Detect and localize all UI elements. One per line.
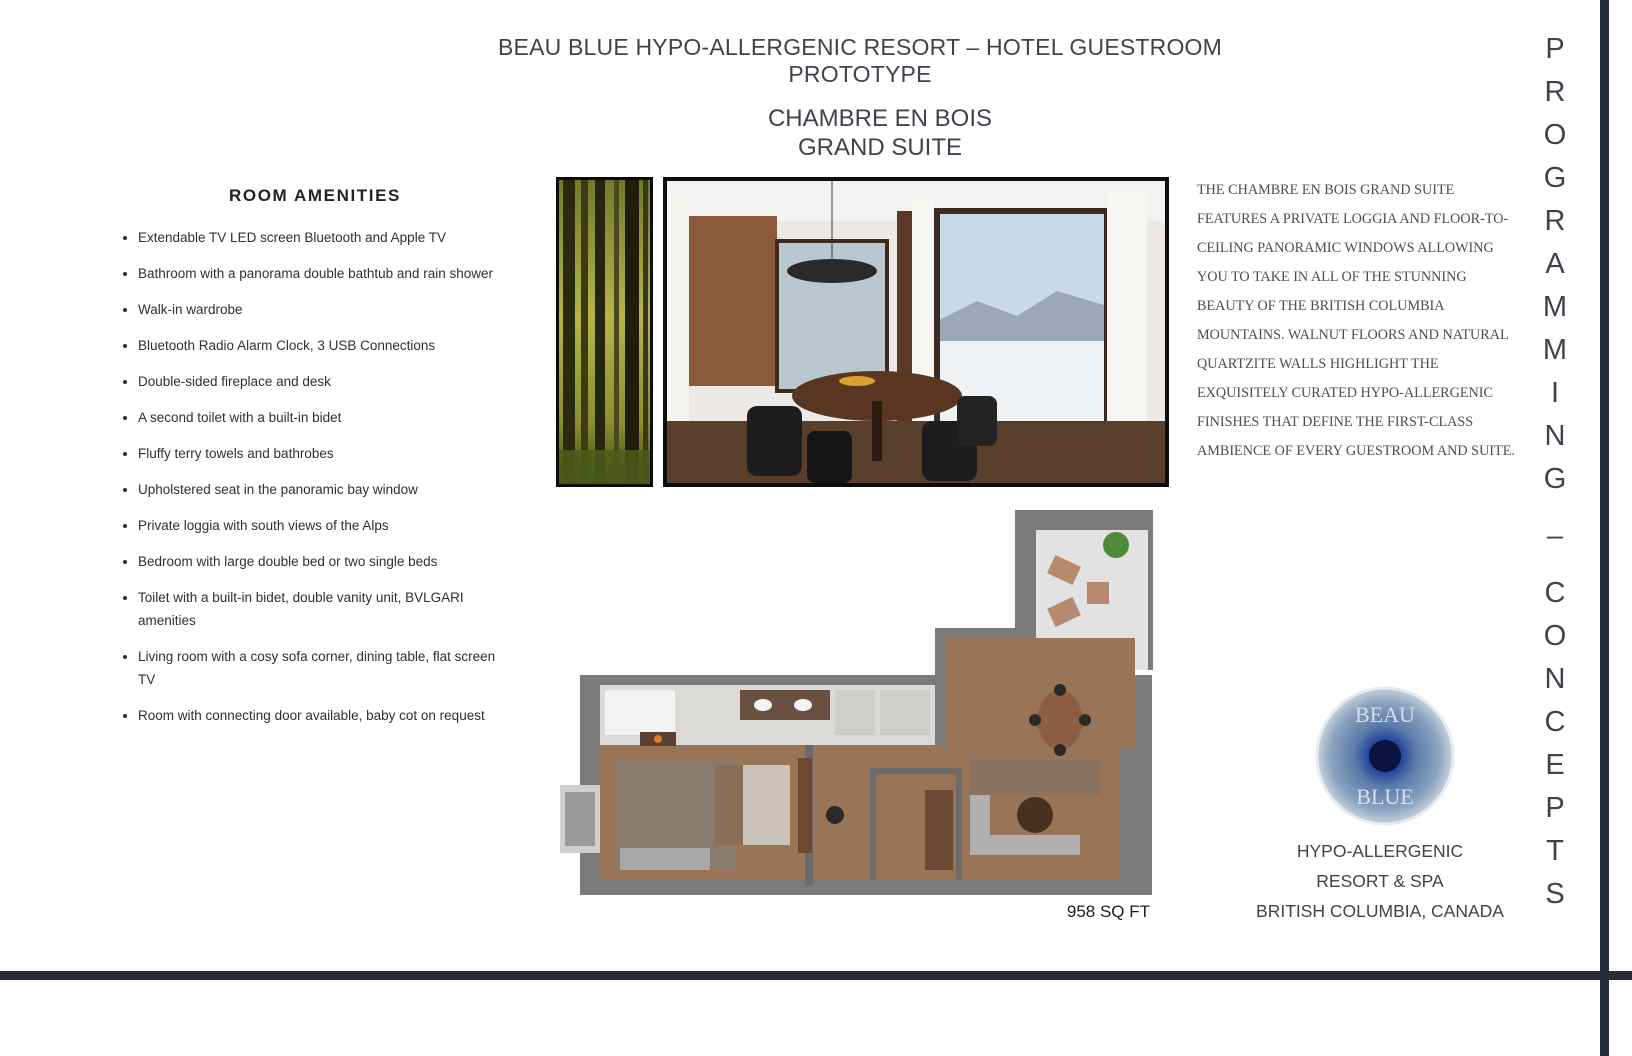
floor-plan bbox=[560, 510, 1154, 898]
amenity-item: • Private loggia with south views of the Alps bbox=[138, 514, 508, 537]
suite-title bbox=[700, 104, 1060, 162]
side-letter: N bbox=[1544, 663, 1566, 695]
amenity-item: • Bedroom with large double bed or two single beds bbox=[138, 550, 508, 573]
eye-logo-icon bbox=[1315, 686, 1455, 826]
side-letter: N bbox=[1544, 420, 1566, 452]
amenity-item: • Extendable TV LED screen Bluetooth and Apple TV bbox=[138, 226, 508, 249]
resort-address bbox=[1230, 836, 1530, 926]
side-letter: M bbox=[1542, 334, 1568, 366]
amenity-item: • Bluetooth Radio Alarm Clock, 3 USB Connections bbox=[138, 334, 508, 357]
side-letter: O bbox=[1543, 119, 1567, 151]
amenity-item: • Fluffy terry towels and bathrobes bbox=[138, 442, 508, 465]
side-letter: G bbox=[1543, 463, 1567, 495]
forest-image bbox=[556, 177, 653, 487]
resort-line1: HYPO-ALLERGENIC bbox=[1296, 841, 1464, 861]
side-letter: T bbox=[1546, 835, 1564, 867]
suite-title-line2: GRAND SUITE bbox=[797, 134, 962, 161]
floor-plan-drawing bbox=[560, 510, 1154, 898]
amenity-item: • A second toilet with a built-in bidet bbox=[138, 406, 508, 429]
amenity-item: • Upholstered seat in the panoramic bay window bbox=[138, 478, 508, 501]
side-letter: P bbox=[1545, 33, 1565, 65]
side-letter: P bbox=[1545, 792, 1565, 824]
side-letter: O bbox=[1543, 620, 1567, 652]
resort-line2: RESORT & SPA bbox=[1316, 871, 1444, 891]
programming-concepts-vertical-label bbox=[1535, 28, 1575, 916]
floor-area-label: 958 SQ FT bbox=[1066, 902, 1150, 921]
amenity-item: • Double-sided fireplace and desk bbox=[138, 370, 508, 393]
amenity-item: • Walk-in wardrobe bbox=[138, 298, 508, 321]
suite-title-line1: CHAMBRE EN BOIS bbox=[767, 105, 993, 132]
side-letter: R bbox=[1544, 205, 1566, 237]
logo-text-top: BEAU bbox=[1355, 702, 1415, 727]
amenities-heading: ROOM AMENITIES bbox=[229, 186, 401, 205]
side-letter: R bbox=[1544, 76, 1566, 108]
resort-line3: BRITISH COLUMBIA, CANADA bbox=[1256, 901, 1504, 921]
amenities-list bbox=[120, 226, 508, 740]
amenity-item: • Toilet with a built-in bidet, double vanity unit, BVLGARI amenities bbox=[138, 586, 508, 632]
side-letter: I bbox=[1550, 377, 1560, 409]
suite-interior-photo bbox=[663, 177, 1169, 487]
side-letter: C bbox=[1544, 577, 1566, 609]
side-letter: S bbox=[1545, 878, 1565, 910]
right-frame-bar bbox=[1600, 0, 1609, 1056]
forest-illustration bbox=[559, 180, 650, 484]
interior-illustration bbox=[667, 181, 1165, 483]
amenity-item: • Room with connecting door available, baby cot on request bbox=[138, 704, 508, 727]
beau-blue-logo bbox=[1315, 686, 1455, 826]
side-letter: M bbox=[1542, 291, 1568, 323]
side-letter: C bbox=[1544, 706, 1566, 738]
suite-description: THE CHAMBRE EN BOIS GRAND SUITE FEATURES A PRIVATE LOGGIA AND FLOOR-TO-CEILING PANORAMIC WINDOWS ALLOWING YOU TO TAKE IN ALL OF THE STUNNING BEAUTY OF THE BRITISH COLUMBIA MOUNTAINS. WALNUT FLOORS AND NATURAL QUARTZITE WALLS HIGHLIGHT THE EXQUISITELY CURATED HYPO-ALLERGENIC FINISHES THAT DEFINE THE FIRST-CLASS AMBIENCE OF EVERY GUESTROOM AND SUITE. bbox=[1197, 182, 1515, 459]
side-letter: G bbox=[1543, 162, 1567, 194]
amenity-item: • Bathroom with a panorama double bathtub and rain shower bbox=[138, 262, 508, 285]
page-title: BEAU BLUE HYPO-ALLERGENIC RESORT – HOTEL GUESTROOM PROTOTYPE bbox=[497, 34, 1223, 87]
bottom-frame-bar bbox=[0, 971, 1632, 980]
logo-text-bottom: BLUE bbox=[1356, 784, 1414, 809]
side-letter: E bbox=[1545, 749, 1565, 781]
side-letter: A bbox=[1545, 248, 1565, 280]
amenity-item: • Living room with a cosy sofa corner, dining table, flat screen TV bbox=[138, 645, 508, 691]
side-letter: – bbox=[1546, 520, 1564, 552]
